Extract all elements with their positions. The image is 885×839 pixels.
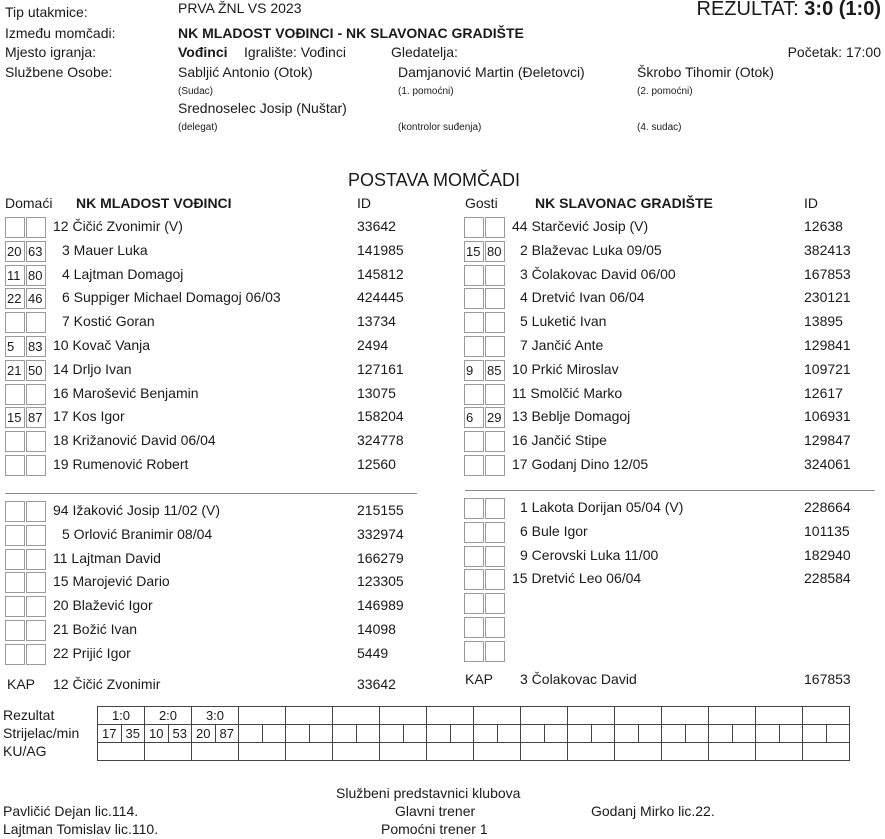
sub-player-number-cell [464, 522, 484, 543]
sub-player-number-cell [5, 501, 25, 522]
scorer-row-label: Strijelac/min [3, 725, 80, 741]
sub-minute-cell [26, 525, 46, 546]
home-side-label: Domaći [5, 195, 53, 211]
sub-minute-cell: 50 [26, 360, 46, 381]
club-rep-away: Godanj Mirko lic.22. [591, 803, 715, 819]
player-id: 228584 [804, 570, 851, 587]
home-captain-label: KAP [7, 676, 36, 692]
player-id: 182940 [804, 546, 851, 563]
scorer-cell [450, 725, 474, 743]
scorer-cell [309, 725, 333, 743]
sub-minute-cell [26, 549, 46, 570]
card-row-label: KU/AG [3, 743, 47, 759]
sub-player-number-cell [5, 549, 25, 570]
player-id: 324061 [804, 456, 851, 472]
sub-player-number-cell [464, 431, 484, 452]
player-name: 10 Prkić Miroslav [512, 360, 619, 377]
officials-label: Službene Osobe: [5, 64, 113, 80]
sub-minute-cell: 29 [485, 407, 505, 428]
home-subs-divider [5, 493, 417, 494]
card-cell [662, 743, 709, 761]
card-cell [98, 743, 145, 761]
player-name: 17 Godanj Dino 12/05 [512, 456, 649, 472]
away-captain-id: 167853 [804, 671, 851, 687]
player-id: 158204 [357, 408, 404, 425]
scorer-cell: 20 [192, 725, 216, 743]
player-id: 129847 [804, 432, 851, 449]
player-name: 20 Blažević Igor [53, 597, 153, 614]
sub-minute-cell [485, 546, 505, 567]
card-cell [286, 743, 333, 761]
teams-value: NK MLADOST VOĐINCI - NK SLAVONAC GRADIŠTE [178, 25, 524, 41]
sub-minute-cell [26, 312, 46, 333]
official-name: Sabljić Antonio (Otok) [178, 64, 313, 80]
scorer-cell [638, 725, 662, 743]
result-cell [427, 707, 474, 725]
player-name: 13 Beblje Domagoj [512, 408, 631, 425]
sub-minute-cell [485, 384, 505, 405]
player-id: 5449 [357, 644, 389, 661]
card-cell [333, 743, 380, 761]
player-name: 19 Rumenović Robert [53, 456, 189, 472]
sub-minute-cell [26, 384, 46, 405]
player-name: 4 Lajtman Domagoj [62, 265, 184, 282]
scorer-cell [544, 725, 568, 743]
player-id: 230121 [804, 289, 851, 306]
player-id: 123305 [357, 573, 404, 590]
player-name: 12 Čičić Zvonimir (V) [53, 218, 183, 234]
sub-minute-cell [485, 617, 505, 638]
scorer-cell: 10 [145, 725, 169, 743]
away-side-label: Gosti [465, 195, 498, 211]
card-cell [145, 743, 192, 761]
player-name: 2 Blaževac Luka 09/05 [520, 241, 662, 258]
sub-player-number-cell [464, 384, 484, 405]
result-cell [286, 707, 333, 725]
scorer-cell [356, 725, 380, 743]
home-team-name: NK MLADOST VOĐINCI [76, 195, 232, 211]
player-id: 13734 [357, 313, 396, 330]
scorer-cell [568, 725, 592, 743]
card-cell [756, 743, 803, 761]
scorer-cell: 87 [215, 725, 239, 743]
player-name: 3 Mauer Luka [62, 241, 148, 258]
result-cell [239, 707, 286, 725]
player-id: 33642 [357, 218, 396, 234]
player-name: 9 Cerovski Luka 11/00 [520, 546, 659, 563]
sub-minute-cell [26, 431, 46, 452]
sub-player-number-cell [5, 384, 25, 405]
sub-player-number-cell [464, 455, 484, 476]
sub-player-number-cell [464, 288, 484, 309]
sub-minute-cell: 46 [26, 288, 46, 309]
player-name: 11 Smolčić Marko [512, 384, 623, 401]
scorer-cell: 17 [98, 725, 122, 743]
card-cell [803, 743, 850, 761]
scorer-cell [380, 725, 404, 743]
sub-player-number-cell: 22 [5, 288, 25, 309]
player-id: 145812 [357, 265, 404, 282]
card-cell [474, 743, 521, 761]
card-cell [615, 743, 662, 761]
away-team-name: NK SLAVONAC GRADIŠTE [535, 195, 713, 211]
sub-player-number-cell: 6 [464, 407, 484, 428]
player-name: 16 Jančić Stipe [512, 432, 607, 449]
result-cell: 1:0 [98, 707, 145, 725]
sub-player-number-cell [464, 265, 484, 286]
player-name: 4 Dretvić Ivan 06/04 [520, 289, 645, 306]
official-role: (Sudac) [178, 86, 214, 97]
club-rep-home: Lajtman Tomislav lic.110. [3, 821, 159, 837]
result-cell [568, 707, 615, 725]
sub-player-number-cell: 20 [5, 241, 25, 262]
sub-player-number-cell [464, 593, 484, 614]
home-captain-id: 33642 [357, 676, 396, 692]
sub-player-number-cell [5, 620, 25, 641]
pitch-value: Igralište: Vođinci [244, 44, 346, 60]
scorer-cell [709, 725, 733, 743]
sub-minute-cell [485, 288, 505, 309]
official-name: Srednoselec Josip (Nuštar) [178, 100, 347, 116]
sub-minute-cell [26, 620, 46, 641]
sub-player-number-cell [464, 569, 484, 590]
scorer-cell [662, 725, 686, 743]
lineup-title: POSTAVA MOMČADI [348, 170, 521, 190]
sub-minute-cell [26, 501, 46, 522]
sub-minute-cell [485, 569, 505, 590]
result-cell [521, 707, 568, 725]
sub-minute-cell: 80 [26, 265, 46, 286]
player-id: 166279 [357, 549, 404, 566]
sub-minute-cell: 87 [26, 407, 46, 428]
player-name: 10 Kovač Vanja [53, 337, 151, 353]
result-row-label: Rezultat [3, 707, 55, 723]
player-name: 5 Luketić Ivan [520, 313, 607, 330]
sub-minute-cell [485, 522, 505, 543]
player-id: 13895 [804, 313, 843, 330]
sub-player-number-cell [5, 431, 25, 452]
sub-player-number-cell: 15 [5, 407, 25, 428]
scorer-cell [685, 725, 709, 743]
sub-player-number-cell [5, 572, 25, 593]
player-id: 141985 [357, 241, 404, 258]
sub-player-number-cell [464, 498, 484, 519]
scorer-cell [239, 725, 263, 743]
scorer-cell [779, 725, 803, 743]
teams-label: Između momčadi: [5, 25, 116, 41]
player-id: 167853 [804, 265, 851, 282]
home-captain-name: 12 Čičić Zvonimir [53, 676, 161, 692]
venue-label: Mjesto igranja: [5, 44, 97, 60]
sub-minute-cell [26, 217, 46, 238]
scorer-cell [427, 725, 451, 743]
player-name: 44 Starčević Josip (V) [512, 218, 649, 234]
official-role: (2. pomoćni) [637, 86, 693, 97]
result-cell [333, 707, 380, 725]
player-id: 424445 [357, 289, 404, 306]
scorer-cell [803, 725, 827, 743]
card-cell [521, 743, 568, 761]
sub-player-number-cell [464, 336, 484, 357]
sub-minute-cell: 63 [26, 241, 46, 262]
official-role: (4. sudac) [637, 122, 682, 133]
result-cell [474, 707, 521, 725]
player-id: 146989 [357, 597, 404, 614]
result-value: 3:0 (1:0) [804, 0, 881, 20]
sub-minute-cell [485, 336, 505, 357]
sub-minute-cell [26, 644, 46, 665]
sub-minute-cell [485, 312, 505, 333]
sub-minute-cell [485, 217, 505, 238]
home-id-header: ID [357, 195, 371, 211]
player-name: 94 Ižaković Josip 11/02 (V) [53, 502, 221, 518]
official-role: (kontrolor suđenja) [398, 122, 482, 133]
result-cell [662, 707, 709, 725]
scorer-cell [474, 725, 498, 743]
result-cell: 2:0 [145, 707, 192, 725]
sub-minute-cell [485, 265, 505, 286]
player-id: 228664 [804, 499, 851, 515]
player-name: 21 Božić Ivan [53, 621, 138, 637]
official-name: Damjanović Martin (Đeletovci) [398, 64, 585, 80]
official-name: Škrobo Tihomir (Otok) [637, 64, 774, 80]
player-id: 101135 [804, 522, 850, 539]
sub-player-number-cell [464, 641, 484, 662]
player-id: 324778 [357, 432, 404, 449]
scorer-cell [591, 725, 615, 743]
player-name: 7 Kostić Goran [62, 313, 155, 330]
result-header [697, 0, 882, 21]
score-table [97, 706, 850, 761]
sub-minute-cell [485, 641, 505, 662]
tip-label: Tip utakmice: [5, 4, 88, 20]
player-name: 6 Suppiger Michael Domagoj 06/03 [62, 289, 281, 306]
scorer-cell: 53 [168, 725, 192, 743]
sub-minute-cell [485, 431, 505, 452]
scorer-cell [615, 725, 639, 743]
result-cell [803, 707, 850, 725]
player-name: 17 Kos Igor [53, 408, 125, 425]
sub-player-number-cell [464, 217, 484, 238]
player-name: 11 Lajtman David [53, 549, 161, 566]
player-name: 3 Čolakovac David 06/00 [520, 265, 676, 282]
tip-value: PRVA ŽNL VS 2023 [178, 0, 302, 16]
scorer-cell [333, 725, 357, 743]
sub-minute-cell: 83 [26, 336, 46, 357]
card-cell [380, 743, 427, 761]
player-id: 127161 [357, 360, 404, 377]
result-cell: 3:0 [192, 707, 239, 725]
scorer-cell [286, 725, 310, 743]
player-name: 15 Dretvić Leo 06/04 [512, 570, 642, 587]
player-name: 1 Lakota Dorijan 05/04 (V) [520, 499, 684, 515]
sub-minute-cell [485, 498, 505, 519]
sub-player-number-cell [5, 312, 25, 333]
player-id: 12617 [804, 384, 843, 401]
official-role: (1. pomoćni) [398, 86, 454, 97]
scorer-cell [262, 725, 286, 743]
sub-minute-cell: 85 [485, 360, 505, 381]
sub-player-number-cell [464, 312, 484, 333]
club-reps-title: Službeni predstavnici klubova [336, 785, 521, 801]
result-cell [380, 707, 427, 725]
card-cell [709, 743, 756, 761]
player-id: 109721 [804, 360, 851, 377]
sub-player-number-cell [464, 617, 484, 638]
sub-player-number-cell [5, 596, 25, 617]
sub-player-number-cell: 9 [464, 360, 484, 381]
player-name: 7 Jančić Ante [520, 337, 604, 353]
player-id: 106931 [804, 408, 851, 425]
card-cell [568, 743, 615, 761]
club-rep-role: Glavni trener [395, 803, 476, 819]
kickoff-time: Početak: 17:00 [787, 44, 881, 60]
player-name: 15 Marojević Dario [53, 573, 170, 590]
card-cell [239, 743, 286, 761]
player-name: 14 Drljo Ivan [53, 360, 132, 377]
player-id: 13075 [357, 384, 396, 401]
player-id: 14098 [357, 621, 396, 637]
result-cell [756, 707, 803, 725]
player-name: 5 Orlović Branimir 08/04 [62, 525, 213, 542]
card-cell [192, 743, 239, 761]
official-role: (delegat) [178, 122, 218, 133]
scorer-cell [497, 725, 521, 743]
venue-value: Vođinci [178, 44, 228, 60]
club-rep-home: Pavličić Dejan lic.114. [3, 803, 139, 819]
sub-player-number-cell [5, 525, 25, 546]
sub-player-number-cell [464, 546, 484, 567]
card-cell [427, 743, 474, 761]
sub-minute-cell: 80 [485, 241, 505, 262]
player-id: 332974 [357, 525, 404, 542]
player-id: 382413 [804, 241, 851, 258]
sub-player-number-cell [5, 455, 25, 476]
player-id: 2494 [357, 337, 389, 353]
player-name: 18 Križanović David 06/04 [53, 432, 216, 449]
result-cell [709, 707, 756, 725]
player-id: 12560 [357, 456, 396, 472]
away-captain-label: KAP [465, 671, 494, 687]
sub-player-number-cell [5, 644, 25, 665]
away-id-header: ID [804, 195, 818, 211]
result-label: REZULTAT: [696, 0, 799, 20]
player-name: 22 Prijić Igor [53, 644, 131, 661]
sub-minute-cell [26, 596, 46, 617]
spectators-label: Gledatelja: [391, 44, 458, 60]
club-rep-role: Pomoćni trener 1 [381, 821, 488, 837]
sub-player-number-cell: 15 [464, 241, 484, 262]
player-id: 215155 [357, 502, 404, 518]
scorer-cell [756, 725, 780, 743]
away-subs-divider [465, 490, 875, 491]
result-cell [615, 707, 662, 725]
sub-player-number-cell: 11 [5, 265, 25, 286]
sub-minute-cell [26, 572, 46, 593]
scorer-cell: 35 [121, 725, 145, 743]
player-id: 129841 [804, 337, 851, 353]
scorer-cell [521, 725, 545, 743]
sub-player-number-cell: 5 [5, 336, 25, 357]
sub-player-number-cell: 21 [5, 360, 25, 381]
sub-minute-cell [485, 593, 505, 614]
scorer-cell [826, 725, 850, 743]
player-id: 12638 [804, 218, 843, 234]
sub-minute-cell [485, 455, 505, 476]
scorer-cell [732, 725, 756, 743]
player-name: 16 Marošević Benjamin [53, 384, 199, 401]
sub-player-number-cell [5, 217, 25, 238]
player-name: 6 Bule Igor [520, 522, 588, 539]
sub-minute-cell [26, 455, 46, 476]
scorer-cell [403, 725, 427, 743]
away-captain-name: 3 Čolakovac David [520, 671, 637, 687]
